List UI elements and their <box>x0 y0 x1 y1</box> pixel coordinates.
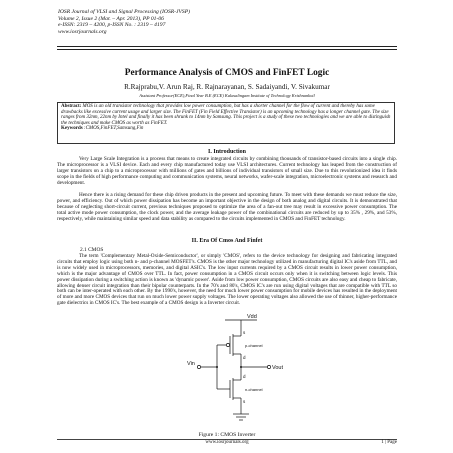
journal-issn: e-ISSN: 2319 – 4200, p-ISSN No. : 2319 – 4197 <box>58 22 166 29</box>
paper-title: Performance Analysis of CMOS and FinFET Logic <box>124 68 330 78</box>
abstract-box <box>57 102 395 144</box>
abstract-text: MOS is an old transistor technology that provides low power consumption, but has a shorter channel for the flow of current and thereby has some drawbacks like excessive current usage and larger size. The FinFET (Fin Field Effective Transistor) is an upcoming technology has a longer channel gate. The size ranges from 32nm, 22nm by Intel and finally it has been shrunk to 14nm by Samsung. This project is a study of these two technologies and we are able to distinguish the techniques and make CMOS as worth as FinFET. <box>61 104 391 126</box>
figure-caption: Figure 1: CMOS Inverter <box>198 432 256 438</box>
section-heading-era: II. Era Of Cmos And Finfet <box>191 238 263 244</box>
section-heading-introduction: I. Introduction <box>208 149 246 155</box>
nmos-source-label: s <box>243 399 246 404</box>
pmos-drain-label: d <box>243 355 246 360</box>
vin-label: Vin <box>187 361 195 367</box>
pmos-bubble <box>226 343 229 346</box>
keywords-label: Keywords <box>61 126 83 132</box>
header-rule <box>57 46 397 47</box>
vout-terminal <box>267 365 270 368</box>
journal-header <box>58 9 190 35</box>
intro-paragraph-1: Very Large Scale Integration is a process that means to create integrated circuits by combining thousands of transistor-based circuits into a single chip. The microprocessor is a VLSI device. Each and every chip manufactured today use VLSI architectures. Current technology has leaped from the construction of larger transistors on a chip to a microprocessor with millions of gates and billions of individual transistors of small size. Due to this revolutionized idea it finds scope in the fields of high performance computing and communication systems, neural networks, wafer-scale integration, microelectronic systems and research and development. <box>57 156 397 186</box>
cmos-paragraph: The term 'Complementary Metal-Oxide-Semiconductor', or simply 'CMOS', refers to the device technology for designing and fabricating integrated circuits that employ logic using both n- and p-channel MOSFET's. CMOS is the other major technology utilized in manufacturing digital IC's aside from TTL, and is now widely used in microprocessors, memories, and digital ASIC's. The low input currents required by a CMOS circuit results in lower power consumption, which is the major advantage of CMOS over TTL. In fact, power consumption in a CMOS circuit occurs only when it is switching between logic levels. This power dissipation during a switching action is known as 'dynamic power'. Aside from low power consumption, CMOS circuits are also easy and cheap to fabricate, allowing denser circuit integration than their bipolar counterparts. In the 70's and 80's, CMOS IC's are run using digital voltages that are compatible with TTL so both can be inter-operated with each other. By the 1990's, however, the need for much lower power consumption for mobile devices has resulted in the deployment of more and more CMOS devices that run on much lower power supply voltages. The lower operating voltages also allowed the use of thinner, higher-performance gate dielectrics in CMOS IC's. The best example of a CMOS design is a Inverter circuit. <box>57 253 397 307</box>
paper-affiliation: Assistant Professor(ECE),Final Year B.E (ECE) Kalasalingam Institute of Technology Krishnankoil <box>139 93 315 98</box>
footer-url[interactable]: www.iosrjournals.org <box>205 440 249 445</box>
n-channel-label: n-channel <box>245 387 263 392</box>
input-node <box>216 366 218 368</box>
vdd-label: Vdd <box>247 314 257 320</box>
pmos-source-label: s <box>243 330 246 335</box>
page-number: 1 | Page <box>381 440 397 445</box>
p-channel-label: p-channel <box>245 343 263 348</box>
intro-paragraph-2: Hence there is a rising demand for these chip driven products in the present and upcoming future. To meet with these demands we must reduce the size, power, and efficiency. Out of which power dissipation has become an important objective in the design of both analog and digital circuits. It is demonstrated that because of neglecting short-circuit current, previous techniques proposed to optimize the area of a fan-out tree may result in excessive power consumption. The total active mode power consumption, the clock power, and the average leakage power of the combinational circuits are reduced by up to 35% , 29%, and 53%, respectively, while maintaining similar speed and data stability as compared to the circuits implemented in CMOS and FinFET technology. <box>57 192 397 222</box>
journal-url[interactable]: www.iosrjournals.org <box>58 28 107 35</box>
journal-volume: Volume 2, Issue 2 (Mar. – Apr. 2013), PP 01-06 <box>58 15 164 22</box>
header-rule-2 <box>57 49 397 50</box>
paper-authors: R.Rajprabu,V. Arun Raj, R. Rajnarayanan, S. Sadaiyandi, V. Sivakumar <box>124 83 330 91</box>
keywords-text: :CMOS,FinFET,Samsung,Fin <box>82 126 144 132</box>
journal-name: IOSR Journal of VLSI and Signal Processing (IOSR-JVSP) <box>58 9 190 15</box>
vin-terminal <box>197 365 200 368</box>
output-node <box>240 366 242 368</box>
cmos-inverter-diagram <box>185 310 295 428</box>
subsection-heading-cmos: 2.1 CMOS <box>80 247 104 253</box>
vout-label: Vout <box>272 365 284 371</box>
abstract-label: Abstract: <box>61 104 82 109</box>
nmos-drain-label: d <box>243 374 246 379</box>
